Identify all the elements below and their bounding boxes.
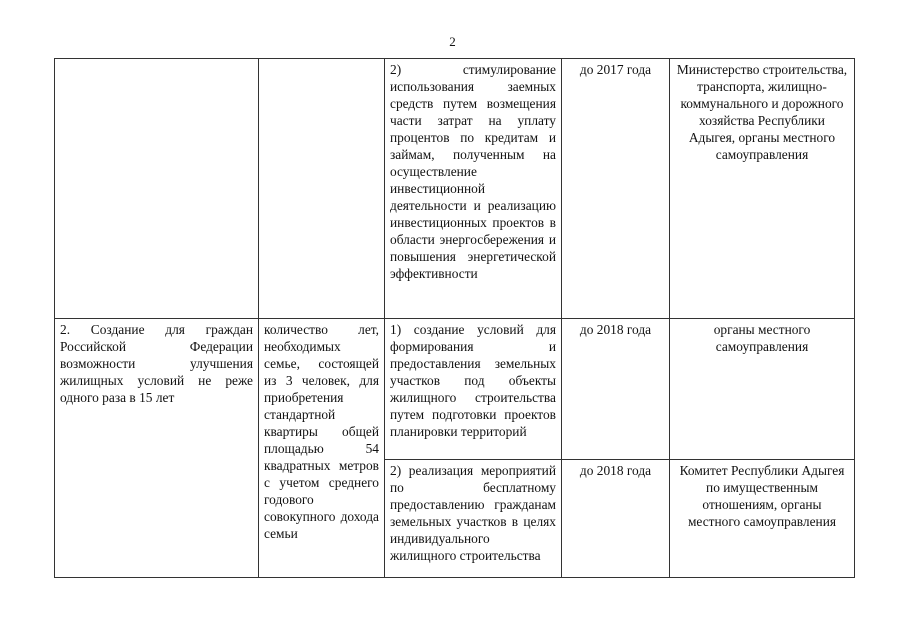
goal-cell: 2. Создание для граждан Российской Федерации возможности улучшения жилищных условий не реже одного раза в 15 лет: [55, 319, 259, 578]
measure-cell: 2) реализация мероприятий по бесплатному предоставлению гражданам земельных участков в целях индивидуального жилищного строительства: [385, 460, 562, 578]
measure-cell: 2) стимулирование использования заемных средств путем возмещения части затрат на уплату процентов по кредитам и займам, полученным на осуществление инвестиционной деятельности и реализацию инвестиционных проектов в области энергосбережения и повышения энергетической эффективности: [385, 59, 562, 319]
measure-cell: 1) создание условий для формирования и предоставления земельных участков под объекты жилищного строительства путем подготовки проектов планировки территорий: [385, 319, 562, 460]
indicator-cell: количество лет, необходимых семье, состоящей из 3 человек, для приобретения стандартной квартиры общей площадью 54 квадратных метров с учетом среднего годового совокупного дохода семьи: [259, 319, 385, 578]
deadline-cell: до 2017 года: [562, 59, 670, 319]
goal-cell: [55, 59, 259, 319]
table-row: [55, 319, 855, 460]
table-row: [55, 59, 855, 319]
responsible-cell: органы местного самоуправления: [670, 319, 855, 460]
measures-table: [54, 58, 855, 578]
deadline-cell: до 2018 года: [562, 319, 670, 460]
indicator-cell: [259, 59, 385, 319]
page-number: 2: [449, 34, 456, 49]
deadline-cell: до 2018 года: [562, 460, 670, 578]
responsible-cell: Министерство строительства, транспорта, жилищно-коммунального и дорожного хозяйства Республики Адыгея, органы местного самоуправления: [670, 59, 855, 319]
responsible-cell: Комитет Республики Адыгея по имущественным отношениям, органы местного самоуправления: [670, 460, 855, 578]
